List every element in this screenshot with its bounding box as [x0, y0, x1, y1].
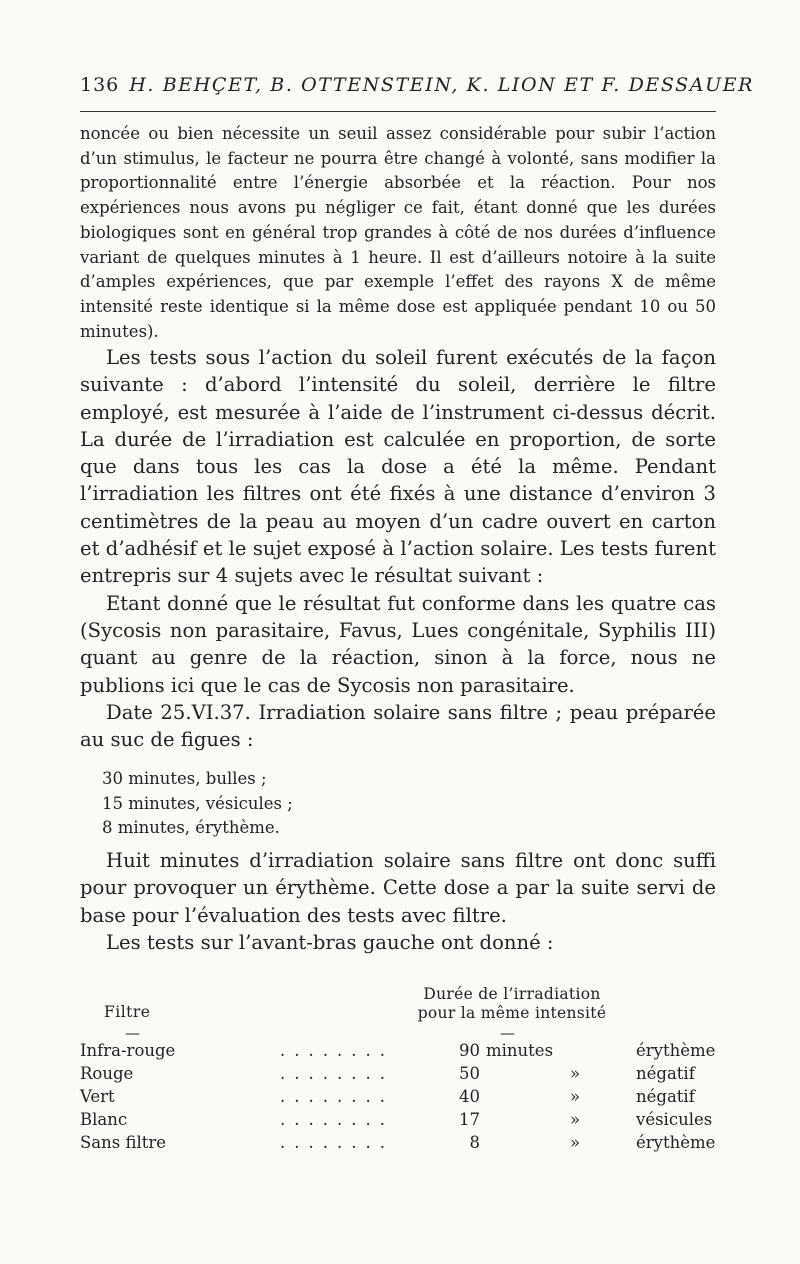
leader-dots: ........	[280, 1064, 394, 1083]
cell-unit: »	[570, 1110, 581, 1129]
footnote-text: noncée ou bien nécessite un seuil assez considérable pour subir l’action d’un stimulus, le facteur ne pourra être changé à volonté, sans modifier la proportionnalité entre l’énergie absorbée et la réaction. Pour nos expériences nous avons pu négliger ce fait, étant donné que les durées biologiques sont en général trop grandes à côté de nos durées d’influence variant de quelques minutes à 1 heure. Il est d’ailleurs notoire à la suite d’amples expériences, que par exemple l’effet des rayons X de même intensité reste identique si la même dose est appliquée pendant 10 ou 50 minutes).	[80, 124, 716, 341]
running-title: H. BEHÇET, B. OTTENSTEIN, K. LION ET F. DESSAUER	[129, 74, 755, 96]
header-dash: —	[125, 1024, 140, 1042]
table-row	[80, 1133, 720, 1155]
cell-filtre: Infra-rouge	[80, 1041, 176, 1060]
cell-duree: 17	[459, 1110, 480, 1129]
cell-resultat: vésicules	[636, 1110, 713, 1129]
cell-resultat: négatif	[636, 1087, 695, 1106]
running-header	[80, 74, 755, 96]
cell-filtre: Rouge	[80, 1064, 134, 1083]
paragraph-4: Huit minutes d’irradiation solaire sans filtre ont donc suffi pour provoquer un érythème. Cette dose a par la suite servi de base pour l’évaluation des tests avec filtre.	[80, 849, 716, 927]
header-dash: —	[500, 1024, 515, 1042]
table-row	[80, 1041, 720, 1063]
cell-unit: »	[570, 1133, 581, 1152]
table-row	[80, 1064, 720, 1086]
cell-filtre: Blanc	[80, 1110, 128, 1129]
cell-unit: »	[570, 1064, 581, 1083]
cell-duree: 40	[459, 1087, 480, 1106]
leader-dots: ........	[280, 1087, 394, 1106]
cell-duree: 90	[459, 1041, 480, 1060]
paragraph-1: Les tests sous l’action du soleil furent exécutés de la façon suivante : d’abord l’intensité du soleil, derrière le filtre employé, est mesurée à l’aide de l’instrument ci-dessus décrit. La durée de l’irradiation est calculée en proportion, de sorte que dans tous les cas la dose a été la même. Pendant l’irradiation les filtres ont été fixés à une distance d’environ 3 centimètres de la peau au moyen d’un cadre ouvert en carton et d’adhésif et le sujet exposé à l’action solaire. Les tests furent entrepris sur 4 sujets avec le résultat suivant :	[80, 346, 716, 588]
cell-filtre: Sans filtre	[80, 1133, 167, 1152]
paragraph-2: Etant donné que le résultat fut conforme dans les quatre cas (Sycosis non parasitaire, Favus, Lues congénitale, Syphilis III) quant au genre de la réaction, sinon à la force, nous ne publions ici que le cas de Sycosis non parasitaire.	[80, 591, 716, 697]
column-header-filtre: Filtre	[104, 1003, 151, 1021]
cell-resultat: négatif	[636, 1064, 695, 1083]
main-text-2	[80, 847, 716, 956]
paragraph-5: Les tests sur l’avant-bras gauche ont donné :	[106, 930, 554, 954]
paragraph-3: Date 25.VI.37. Irradiation solaire sans filtre ; peau préparée au suc de figues :	[80, 700, 716, 752]
header-rule	[80, 111, 716, 112]
list-item: 15 minutes, vésicules ;	[102, 793, 293, 813]
table-row	[80, 1087, 720, 1109]
cell-resultat: érythème	[636, 1133, 716, 1152]
column-header-duree-line2: pour la même intensité	[417, 1004, 607, 1022]
cell-unit: minutes	[486, 1041, 554, 1060]
page-number: 136	[80, 74, 120, 96]
cell-duree: 50	[459, 1064, 480, 1083]
cell-filtre: Vert	[80, 1087, 115, 1106]
column-header-duree	[412, 985, 612, 1023]
irradiation-list	[102, 767, 293, 841]
list-item: 8 minutes, érythème.	[102, 818, 280, 837]
leader-dots: ........	[280, 1041, 394, 1060]
main-text	[80, 344, 716, 753]
table-row	[80, 1110, 720, 1132]
cell-duree: 8	[469, 1133, 480, 1152]
column-header-duree-line1: Durée de l’irradiation	[423, 985, 601, 1003]
footnote-continuation	[80, 122, 716, 344]
list-item: 30 minutes, bulles ;	[102, 769, 267, 788]
leader-dots: ........	[280, 1133, 394, 1152]
cell-unit: »	[570, 1087, 581, 1106]
leader-dots: ........	[280, 1110, 394, 1129]
cell-resultat: érythème	[636, 1041, 716, 1060]
